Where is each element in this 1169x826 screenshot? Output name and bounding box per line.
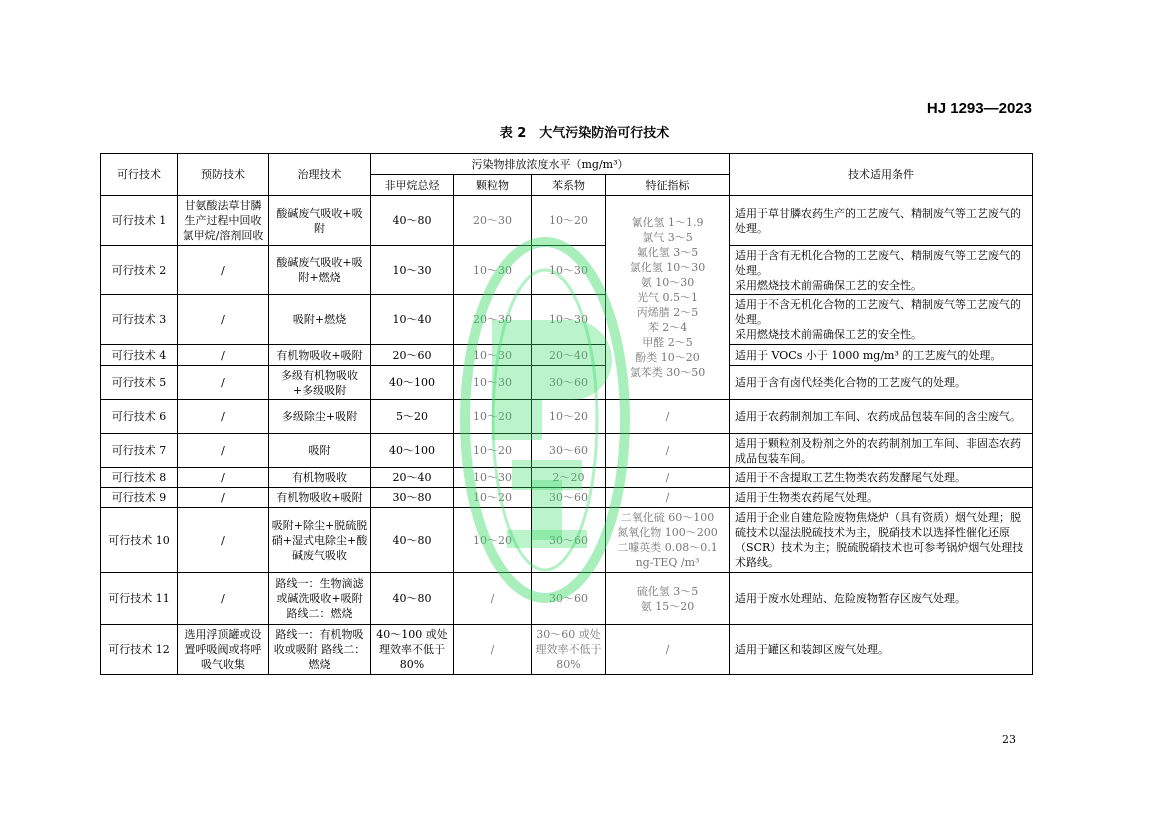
cell-feature: 硫化氢 3～5 氨 15～20 bbox=[606, 573, 730, 625]
cell-nmhc: 40～100 bbox=[371, 366, 454, 400]
cell-nmhc: 40～100 bbox=[371, 434, 454, 468]
cell-tech: 可行技术 4 bbox=[101, 345, 178, 366]
cell-treatment: 酸碱废气吸收+吸附 bbox=[269, 196, 371, 246]
cell-pm: / bbox=[454, 573, 532, 625]
cell-treatment: 路线一：有机物吸收或吸附 路线二：燃烧 bbox=[269, 625, 371, 675]
cell-treatment: 酸碱废气吸收+吸附+燃烧 bbox=[269, 246, 371, 295]
table-row bbox=[101, 508, 1033, 573]
cell-benzene: 10～20 bbox=[532, 400, 606, 434]
air-pollution-tech-table bbox=[100, 153, 1033, 675]
cell-condition: 适用于不含无机化合物的工艺废气、精制废气等工艺废气的处理。 采用燃烧技术前需确保工艺的安全性。 bbox=[730, 295, 1033, 345]
table-row bbox=[101, 434, 1033, 468]
table-row bbox=[101, 366, 1033, 400]
header-emission-group: 污染物排放浓度水平（mg/m³） bbox=[371, 154, 730, 175]
document-code: HJ 1293—2023 bbox=[926, 100, 1032, 117]
header-row bbox=[101, 154, 1033, 175]
header-prevention: 预防技术 bbox=[178, 154, 269, 196]
cell-feature: / bbox=[606, 488, 730, 508]
cell-condition: 适用于罐区和装卸区废气处理。 bbox=[730, 625, 1033, 675]
cell-pm: / bbox=[454, 625, 532, 675]
cell-tech: 可行技术 3 bbox=[101, 295, 178, 345]
cell-nmhc: 10～30 bbox=[371, 246, 454, 295]
cell-tech: 可行技术 9 bbox=[101, 488, 178, 508]
table-row bbox=[101, 400, 1033, 434]
cell-benzene: 30～60 bbox=[532, 488, 606, 508]
cell-nmhc: 40～80 bbox=[371, 573, 454, 625]
header-condition: 技术适用条件 bbox=[730, 154, 1033, 196]
table-row bbox=[101, 295, 1033, 345]
table-row bbox=[101, 468, 1033, 488]
table-row bbox=[101, 488, 1033, 508]
cell-prevention: / bbox=[178, 345, 269, 366]
cell-prevention: / bbox=[178, 573, 269, 625]
cell-pm: 10～20 bbox=[454, 508, 532, 573]
cell-tech: 可行技术 2 bbox=[101, 246, 178, 295]
cell-nmhc: 40～80 bbox=[371, 508, 454, 573]
cell-prevention: / bbox=[178, 488, 269, 508]
cell-benzene: 20～40 bbox=[532, 345, 606, 366]
cell-condition: 适用于含有卤代烃类化合物的工艺废气的处理。 bbox=[730, 366, 1033, 400]
cell-condition: 适用于企业自建危险废物焦烧炉（具有资质）烟气处理；脱硫技术以湿法脱硫技术为主，脱硝技术以选择性催化还原（SCR）技术为主；脱硫脱硝技术也可参考锅炉烟气处理技术路线。 bbox=[730, 508, 1033, 573]
cell-prevention: / bbox=[178, 508, 269, 573]
cell-treatment: 有机物吸收 bbox=[269, 468, 371, 488]
cell-feature: / bbox=[606, 400, 730, 434]
cell-condition: 适用于废水处理站、危险废物暂存区废气处理。 bbox=[730, 573, 1033, 625]
cell-feature: / bbox=[606, 468, 730, 488]
cell-nmhc: 20～60 bbox=[371, 345, 454, 366]
cell-condition: 适用于 VOCs 小于 1000 mg/m³ 的工艺废气的处理。 bbox=[730, 345, 1033, 366]
cell-nmhc: 5～20 bbox=[371, 400, 454, 434]
cell-benzene: 10～30 bbox=[532, 295, 606, 345]
cell-prevention: 甘氨酸法草甘膦生产过程中回收氯甲烷/溶剂回收 bbox=[178, 196, 269, 246]
table-row bbox=[101, 196, 1033, 246]
cell-feature: 二氧化硫 60～100 氮氧化物 100～200 二噱英类 0.08～0.1 ng-TEQ /m³ bbox=[606, 508, 730, 573]
cell-feature-block: 氰化氢 1～1.9 氯气 3～5 氟化氢 3～5 氯化氢 10～30 氨 10～30 光气 0.5～1 丙烯腈 2～5 苯 2～4 甲醛 2～5 酚类 10～20 氯苯类 30～50 bbox=[606, 196, 730, 400]
cell-feature: / bbox=[606, 434, 730, 468]
cell-nmhc: 40～100 或处理效率不低于 80% bbox=[371, 625, 454, 675]
cell-tech: 可行技术 10 bbox=[101, 508, 178, 573]
cell-treatment: 路线一：生物滴滤或碱洗吸收+吸附 路线二：燃烧 bbox=[269, 573, 371, 625]
cell-pm: 20～30 bbox=[454, 295, 532, 345]
table-row bbox=[101, 625, 1033, 675]
cell-prevention: 选用浮顶罐或设置呼吸阀或将呼吸气收集 bbox=[178, 625, 269, 675]
table-row bbox=[101, 573, 1033, 625]
cell-treatment: 多级有机物吸收+多级吸附 bbox=[269, 366, 371, 400]
page-number: 23 bbox=[1002, 733, 1016, 746]
cell-benzene: 2～20 bbox=[532, 468, 606, 488]
cell-treatment: 吸附+除尘+脱硫脱硝+湿式电除尘+酸碱废气吸收 bbox=[269, 508, 371, 573]
cell-benzene: 30～60 或处理效率不低于 80% bbox=[532, 625, 606, 675]
cell-tech: 可行技术 8 bbox=[101, 468, 178, 488]
header-tech: 可行技术 bbox=[101, 154, 178, 196]
cell-nmhc: 40～80 bbox=[371, 196, 454, 246]
cell-prevention: / bbox=[178, 366, 269, 400]
cell-prevention: / bbox=[178, 400, 269, 434]
header-treatment: 治理技术 bbox=[269, 154, 371, 196]
cell-prevention: / bbox=[178, 434, 269, 468]
cell-benzene: 10～30 bbox=[532, 246, 606, 295]
table-row bbox=[101, 345, 1033, 366]
table-row bbox=[101, 246, 1033, 295]
cell-benzene: 30～60 bbox=[532, 508, 606, 573]
cell-nmhc: 10～40 bbox=[371, 295, 454, 345]
cell-condition: 适用于生物类农药尾气处理。 bbox=[730, 488, 1033, 508]
cell-tech: 可行技术 12 bbox=[101, 625, 178, 675]
cell-benzene: 10～20 bbox=[532, 196, 606, 246]
cell-treatment: 有机物吸收+吸附 bbox=[269, 345, 371, 366]
cell-tech: 可行技术 1 bbox=[101, 196, 178, 246]
cell-pm: 20～30 bbox=[454, 196, 532, 246]
cell-condition: 适用于草甘膦农药生产的工艺废气、精制废气等工艺废气的处理。 bbox=[730, 196, 1033, 246]
cell-benzene: 30～60 bbox=[532, 573, 606, 625]
cell-condition: 适用于不含提取工艺生物类农药发酵尾气处理。 bbox=[730, 468, 1033, 488]
cell-pm: 10～30 bbox=[454, 366, 532, 400]
cell-pm: 10～30 bbox=[454, 246, 532, 295]
cell-treatment: 多级除尘+吸附 bbox=[269, 400, 371, 434]
cell-pm: 10～30 bbox=[454, 468, 532, 488]
cell-condition: 适用于农药制剂加工车间、农药成品包装车间的含尘废气。 bbox=[730, 400, 1033, 434]
cell-prevention: / bbox=[178, 468, 269, 488]
cell-pm: 10～20 bbox=[454, 400, 532, 434]
cell-treatment: 吸附+燃烧 bbox=[269, 295, 371, 345]
cell-tech: 可行技术 6 bbox=[101, 400, 178, 434]
cell-benzene: 30～60 bbox=[532, 366, 606, 400]
cell-pm: 10～20 bbox=[454, 434, 532, 468]
cell-treatment: 吸附 bbox=[269, 434, 371, 468]
cell-tech: 可行技术 7 bbox=[101, 434, 178, 468]
cell-pm: 10～20 bbox=[454, 488, 532, 508]
cell-feature: / bbox=[606, 625, 730, 675]
header-benzene: 苯系物 bbox=[532, 175, 606, 196]
cell-tech: 可行技术 5 bbox=[101, 366, 178, 400]
header-pm: 颗粒物 bbox=[454, 175, 532, 196]
table-title: 表 2 大气污染防治可行技术 bbox=[499, 126, 670, 141]
cell-prevention: / bbox=[178, 246, 269, 295]
cell-pm: 10～30 bbox=[454, 345, 532, 366]
cell-nmhc: 30～80 bbox=[371, 488, 454, 508]
cell-treatment: 有机物吸收+吸附 bbox=[269, 488, 371, 508]
cell-prevention: / bbox=[178, 295, 269, 345]
cell-condition: 适用于含有无机化合物的工艺废气、精制废气等工艺废气的处理。 采用燃烧技术前需确保工艺的安全性。 bbox=[730, 246, 1033, 295]
cell-nmhc: 20～40 bbox=[371, 468, 454, 488]
cell-benzene: 30～60 bbox=[532, 434, 606, 468]
cell-tech: 可行技术 11 bbox=[101, 573, 178, 625]
header-nmhc: 非甲烷总烃 bbox=[371, 175, 454, 196]
header-feature: 特征指标 bbox=[606, 175, 730, 196]
cell-condition: 适用于颗粒剂及粉剂之外的农药制剂加工车间、非固态农药成品包装车间。 bbox=[730, 434, 1033, 468]
